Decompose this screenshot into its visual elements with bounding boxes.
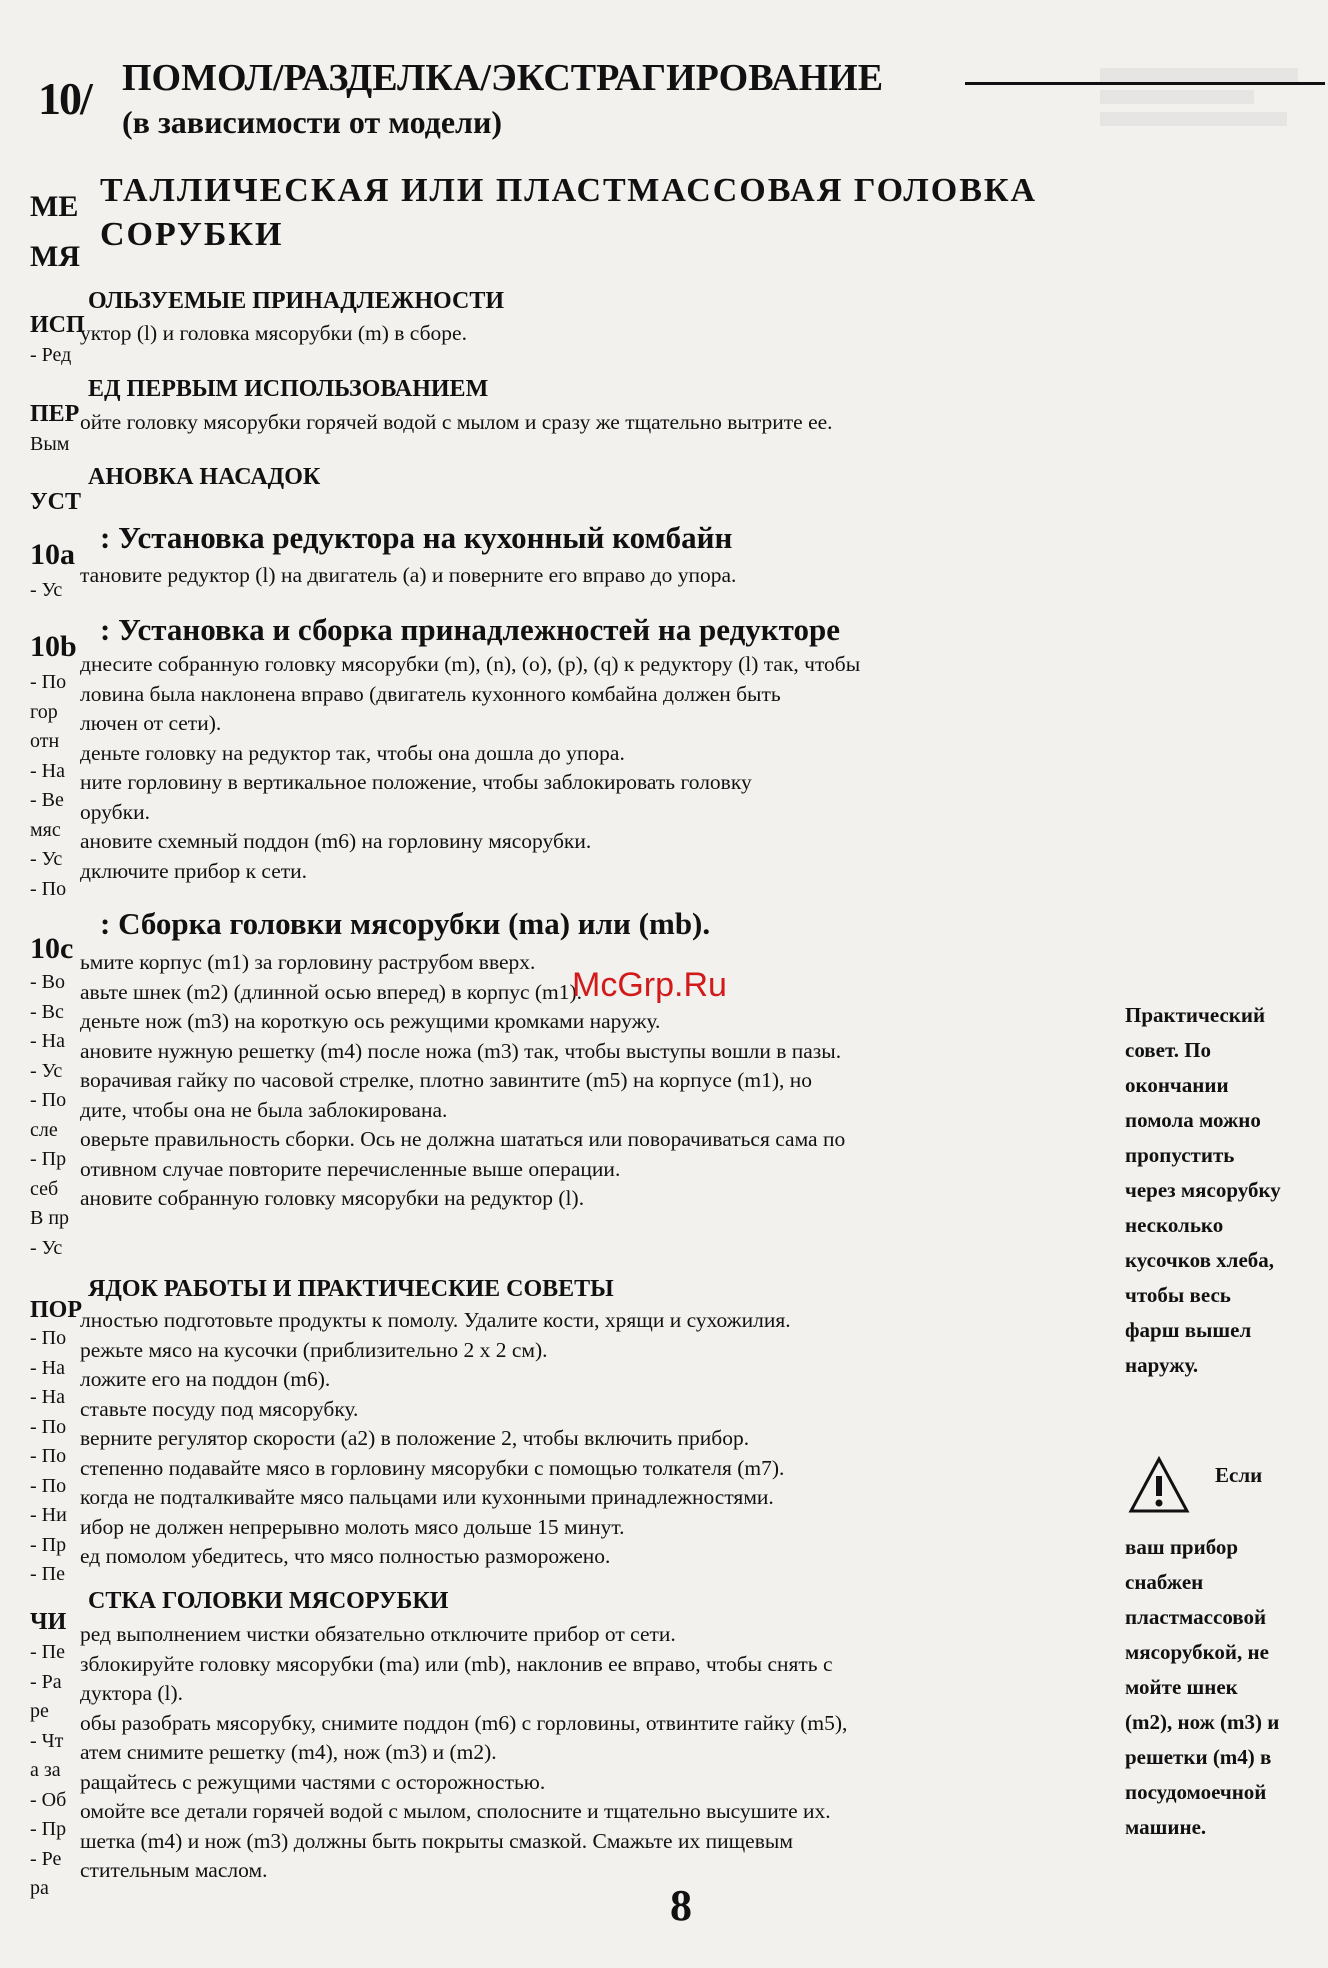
- text-line: оверьте правильность сборки. Ось не должна шататься или поворачиваться сама по: [80, 1127, 846, 1151]
- operation-gutter: [30, 1324, 67, 1590]
- gutter-fragment: - Во: [30, 971, 65, 993]
- heading-grinder-head: ТАЛЛИЧЕСКАЯ ИЛИ ПЛАСТМАССОВАЯ ГОЛОВКА: [100, 172, 1038, 209]
- sidebar-line: фарш вышел: [1125, 1318, 1252, 1342]
- gutter-fragment: себ: [30, 1177, 59, 1200]
- step-10b-text: [80, 650, 1100, 886]
- sidebar-practical-tip: [1125, 998, 1325, 1383]
- text-line: ановите собранную головку мясорубки на редуктор (l).: [80, 1186, 585, 1210]
- text-line: ановите схемный поддон (m6) на горловину мясорубки.: [80, 829, 592, 853]
- gutter-fragment: - Пе: [30, 1641, 65, 1663]
- gutter-fragment: ЧИ: [30, 1609, 67, 1635]
- gutter-fragment: - По: [30, 877, 67, 900]
- text-line: деньте головку на редуктор так, чтобы она дошла до упора.: [80, 740, 625, 765]
- sidebar-line: окончании: [1125, 1073, 1229, 1097]
- text-line: обы разобрать мясорубку, снимите поддон (m6) с горловины, отвинтите гайку (m5),: [80, 1710, 848, 1735]
- gutter-fragment: сле: [30, 1118, 58, 1141]
- gutter-fragment: - На: [30, 1030, 65, 1052]
- gutter-fragment: - По: [30, 1089, 67, 1111]
- text-line: омойте все детали горячей водой с мылом, сполосните и тщательно высушите их.: [80, 1799, 831, 1823]
- text-line: верните регулятор скорости (a2) в положение 2, чтобы включить прибор.: [80, 1426, 750, 1450]
- gutter-fragment: - Ус: [30, 848, 63, 870]
- gutter-fragment: МЯ: [30, 240, 80, 273]
- heading-step-10b: : Установка и сборка принадлежностей на редукторе: [100, 612, 840, 647]
- sidebar-line: несколько: [1125, 1213, 1224, 1237]
- gutter-fragment: - Ред: [30, 344, 72, 366]
- text-line: днесите собранную головку мясорубки (m), (n), (o), (p), (q) к редуктору (l) так, чтобы: [80, 652, 861, 676]
- gutter-fragment: - Вс: [30, 1000, 64, 1023]
- gutter-fragment: - По: [30, 1327, 67, 1349]
- warning-lead: Если: [1215, 1463, 1263, 1487]
- cleaning-text: [80, 1620, 1100, 1886]
- gutter-fragment: - Ус: [30, 1236, 63, 1259]
- sidebar-line: наружу.: [1125, 1353, 1199, 1377]
- gutter-fragment: - По: [30, 1415, 67, 1438]
- sidebar-line: помола можно: [1125, 1108, 1261, 1132]
- text-line: орубки.: [80, 799, 150, 824]
- heading-operation: ЯДОК РАБОТЫ И ПРАКТИЧЕСКИЕ СОВЕТЫ: [88, 1276, 614, 1302]
- page-title: ПОМОЛ/РАЗДЕЛКА/ЭКСТРАГИРОВАНИЕ: [122, 57, 884, 99]
- text-line: ановите нужную решетку (m4) после ножа (m3) так, чтобы выступы вошли в пазы.: [80, 1038, 842, 1063]
- sidebar-line: машине.: [1125, 1815, 1207, 1839]
- text-line: ложите его на поддон (m6).: [80, 1367, 331, 1391]
- gutter-fragment: - Чт: [30, 1729, 64, 1752]
- accessories-text: уктор (l) и головка мясорубки (m) в сборе.: [80, 321, 467, 345]
- heading-before-use: ЕД ПЕРВЫМ ИСПОЛЬЗОВАНИЕМ: [88, 376, 489, 402]
- text-line: степенно подавайте мясо в горловину мясорубки с помощью толкателя (m7).: [80, 1455, 785, 1480]
- before-use-text: ойте головку мясорубки горячей водой с мылом и сразу же тщательно вытрите ее.: [80, 410, 833, 434]
- text-line: дключите прибор к сети.: [80, 858, 308, 883]
- gutter-fragment: ПЕР: [30, 401, 80, 427]
- sidebar-line: посудомоечной: [1125, 1780, 1267, 1804]
- sidebar-line: ваш прибор: [1125, 1535, 1239, 1559]
- gutter-fragment: - Ус: [30, 579, 63, 601]
- gutter-fragment: - Ус: [30, 1059, 63, 1082]
- text-line: ьмите корпус (m1) за горловину раструбом вверх.: [80, 950, 536, 974]
- gutter-fragment: - Пе: [30, 1563, 65, 1585]
- text-line: зблокируйте головку мясорубки (ma) или (mb), наклонив ее вправо, чтобы снять с: [80, 1651, 833, 1676]
- text-line: ибор не должен непрерывно молоть мясо дольше 15 минут.: [80, 1514, 625, 1539]
- text-line: ните горловину в вертикальное положение, чтобы заблокировать головку: [80, 770, 752, 794]
- text-line: ловина была наклонена вправо (двигатель кухонного комбайна должен быть: [80, 681, 781, 706]
- step-number-10c: 10c: [30, 932, 74, 965]
- text-line: ставьте посуду под мясорубку.: [80, 1396, 359, 1421]
- gutter-fragment: - Пр: [30, 1148, 67, 1170]
- gutter-fragment: ИСП: [30, 312, 85, 338]
- warning-icon: [1128, 1456, 1190, 1514]
- step-10a-text: тановите редуктор (l) на двигатель (а) и поверните его вправо до упора.: [80, 563, 737, 587]
- step-number-10a: 10a: [30, 538, 75, 571]
- sidebar-line: мойте шнек: [1125, 1675, 1238, 1699]
- gutter-fragment: - По: [30, 1474, 67, 1497]
- sidebar-line: через мясорубку: [1125, 1178, 1281, 1202]
- heading-accessories: ОЛЬЗУЕМЫЕ ПРИНАДЛЕЖНОСТИ: [88, 288, 504, 314]
- text-line: лючен от сети).: [80, 711, 222, 735]
- gutter-fragment: - Ре: [30, 1847, 62, 1870]
- heading-step-10c: : Сборка головки мясорубки (ma) или (mb).: [100, 906, 711, 941]
- text-line: ред выполнением чистки обязательно отключите прибор от сети.: [80, 1622, 676, 1646]
- text-line: деньте нож (m3) на короткую ось режущими кромками наружу.: [80, 1009, 661, 1033]
- step-number-10b: 10b: [30, 630, 77, 663]
- page-number: 8: [670, 1881, 692, 1930]
- text-line: ед помолом убедитесь, что мясо полностью разморожено.: [80, 1544, 611, 1568]
- header-rule: [965, 82, 1325, 85]
- gutter-fragment: - Ни: [30, 1504, 67, 1526]
- text-line: дуктора (l).: [80, 1681, 184, 1705]
- text-line: дите, чтобы она не была заблокирована.: [80, 1097, 448, 1122]
- sidebar-line: пластмассовой: [1125, 1605, 1267, 1629]
- gutter-fragment: а за: [30, 1759, 61, 1781]
- step-10c-gutter: [30, 968, 69, 1263]
- page-subtitle: (в зависимости от модели): [122, 104, 503, 140]
- sidebar-line: Практический: [1125, 1003, 1266, 1027]
- bleed-through-text: [1100, 60, 1320, 134]
- text-line: атем снимите решетку (m4), нож (m3) и (m2).: [80, 1740, 497, 1764]
- gutter-fragment: ра: [30, 1877, 49, 1899]
- heading-cleaning: СТКА ГОЛОВКИ МЯСОРУБКИ: [88, 1588, 449, 1614]
- sidebar-line: пропустить: [1125, 1143, 1235, 1167]
- gutter-fragment: - На: [30, 1356, 65, 1379]
- gutter-fragment: - Ра: [30, 1670, 62, 1693]
- gutter-fragment: ре: [30, 1700, 49, 1722]
- sidebar-line: решетки (m4) в: [1125, 1745, 1272, 1769]
- gutter-fragment: - Об: [30, 1788, 67, 1811]
- text-line: авьте шнек (m2) (длинной осью вперед) в корпус (m1).: [80, 979, 583, 1004]
- gutter-fragment: мяс: [30, 818, 61, 841]
- heading-step-10a: : Установка редуктора на кухонный комбайн: [100, 520, 733, 555]
- step-10b-gutter: [30, 668, 66, 904]
- text-line: отивном случае повторите перечисленные выше операции.: [80, 1156, 621, 1181]
- gutter-fragment: ПОР: [30, 1297, 82, 1323]
- heading-install: АНОВКА НАСАДОК: [88, 464, 321, 490]
- sidebar-line: совет. По: [1125, 1038, 1212, 1062]
- gutter-fragment: - По: [30, 671, 67, 693]
- section-number: 10/: [38, 73, 91, 124]
- operation-text: [80, 1306, 1100, 1572]
- sidebar-line: (m2), нож (m3) и: [1125, 1710, 1280, 1734]
- text-line: ворачивая гайку по часовой стрелке, плотно завинтите (m5) на корпусе (m1), но: [80, 1068, 813, 1092]
- gutter-fragment: УСТ: [30, 489, 81, 515]
- text-line: стительным маслом.: [80, 1858, 268, 1882]
- text-line: когда не подталкивайте мясо пальцами или кухонными принадлежностями.: [80, 1485, 774, 1509]
- text-line: шетка (m4) и нож (m3) должны быть покрыты смазкой. Смажьте их пищевым: [80, 1828, 793, 1853]
- gutter-fragment: - Ве: [30, 789, 64, 811]
- gutter-fragment: - На: [30, 759, 65, 782]
- gutter-fragment: гор: [30, 700, 58, 723]
- sidebar-line: кусочков хлеба,: [1125, 1248, 1275, 1272]
- text-line: лностью подготовьте продукты к помолу. Удалите кости, хрящи и сухожилия.: [80, 1308, 791, 1332]
- watermark: McGrp.Ru: [572, 966, 727, 1004]
- sidebar-line: чтобы весь: [1125, 1283, 1231, 1307]
- gutter-fragment: - Пр: [30, 1533, 67, 1556]
- gutter-fragment: В пр: [30, 1207, 70, 1229]
- text-line: режьте мясо на кусочки (приблизительно 2 х 2 см).: [80, 1337, 548, 1362]
- sidebar-line: мясорубкой, не: [1125, 1640, 1269, 1664]
- gutter-fragment: отн: [30, 730, 60, 752]
- gutter-fragment: - По: [30, 1445, 67, 1467]
- gutter-fragment: - Пр: [30, 1818, 67, 1840]
- gutter-fragment: МЕ: [30, 190, 79, 223]
- gutter-fragment: Вым: [30, 433, 70, 455]
- sidebar-line: снабжен: [1125, 1570, 1204, 1594]
- sidebar-warning: [1125, 1530, 1325, 1845]
- heading-grinder-head-cont: СОРУБКИ: [100, 216, 284, 253]
- cleaning-gutter: [30, 1638, 66, 1904]
- gutter-fragment: - На: [30, 1386, 65, 1408]
- text-line: ращайтесь с режущими частями с осторожностью.: [80, 1769, 546, 1794]
